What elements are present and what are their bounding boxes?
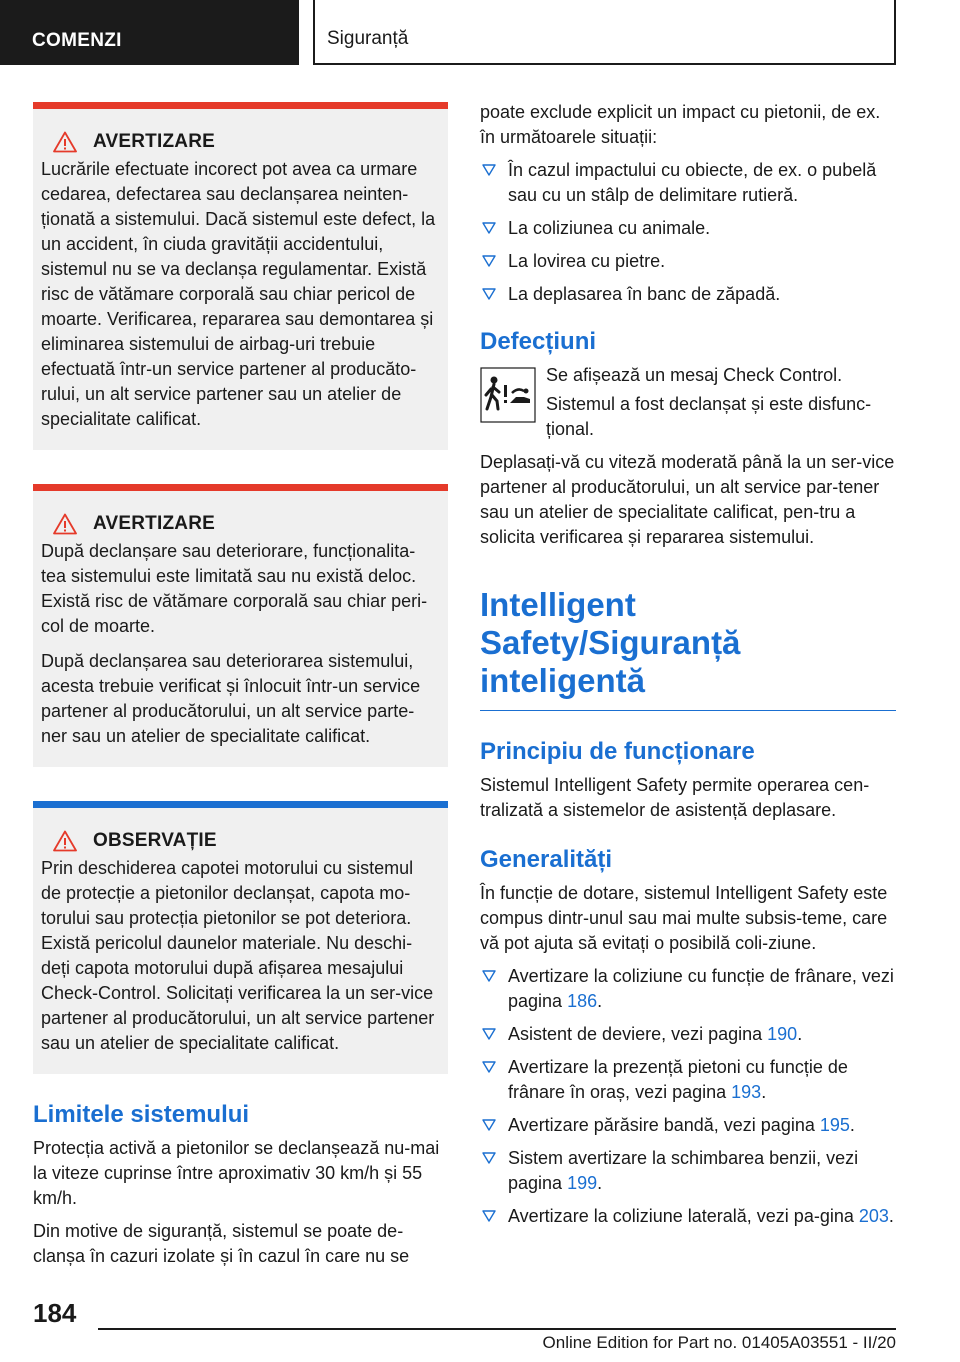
bullet-triangle-icon bbox=[482, 969, 496, 983]
notice-text: Prin deschiderea capotei motorului cu sistemul de protecție a pietonilor declanșat, capota mo-torului sau protecția pietonilor se pot deteriora. Există pericolul daunelor materiale. Nu deschi-deți capota motorului după afișarea mesajului Check-Control. Solicitați verificarea la un ser-vice partener al producătorului, un alt service partener sau un atelier de specialitate calificat. bbox=[41, 858, 435, 1053]
bullet-triangle-icon bbox=[482, 1209, 496, 1223]
bullet-triangle-icon bbox=[482, 1151, 496, 1165]
defects-heading: Defecțiuni bbox=[480, 328, 597, 355]
list-item: La coliziunea cu animale. bbox=[480, 216, 896, 241]
intelligent-safety-heading: Intelligent Safety/Siguranță inteligentă bbox=[480, 586, 896, 711]
left-column bbox=[33, 102, 448, 1269]
warning-triangle-icon bbox=[53, 513, 77, 535]
list-item: Avertizare la prezență pietoni cu funcție de frânare în oraș, vezi pagina 193. bbox=[480, 1055, 896, 1105]
page-link[interactable]: 203 bbox=[858, 1206, 889, 1226]
notice-title: OBSERVAȚIE bbox=[93, 830, 217, 851]
bullet-triangle-icon bbox=[482, 254, 496, 268]
warning-box-2 bbox=[33, 484, 448, 767]
pedestrian-protection-icon bbox=[480, 367, 536, 423]
bullet-triangle-icon bbox=[482, 287, 496, 301]
list-item: Asistent de deviere, vezi pagina 190. bbox=[480, 1022, 896, 1047]
limits-heading: Limitele sistemului bbox=[33, 1101, 250, 1128]
warning-triangle-icon bbox=[53, 131, 77, 153]
bullet-triangle-icon bbox=[482, 1027, 496, 1041]
page-number: 184 bbox=[33, 1298, 77, 1328]
page-link[interactable]: 186 bbox=[567, 991, 598, 1011]
warning-text: Lucrările efectuate incorect pot avea ca urmare cedarea, defectarea sau declanșarea neinten-ționată a sistemului. Dacă sistemul este defect, la un accident, în ciuda gravității accidentului, sistemul nu se va declanșa regulamentar. Există risc de vătămare corporală sau chiar pericol de moarte. Verificarea, repararea sau demontarea și eliminarea sistemului de airbag-uri trebuie efectuată într-un service partener al producăto-rului, un alt service partener sau un atelier de specialitate calificat. bbox=[41, 159, 436, 429]
list-item: Avertizare la coliziune cu funcție de frânare, vezi pagina 186. bbox=[480, 964, 896, 1014]
list-item: Avertizare la coliziune laterală, vezi pa-gina 203. bbox=[480, 1204, 896, 1229]
list-item: La deplasarea în banc de zăpadă. bbox=[480, 282, 896, 307]
list-item: Avertizare părăsire bandă, vezi pagina 195. bbox=[480, 1113, 896, 1138]
warning-text: După declanșarea sau deteriorarea sistemului, acesta trebuie verificat și înlocuit într-un service partener al producătorului, un alt service parte-ner sau un atelier de specialitate calificat. bbox=[41, 651, 421, 746]
check-control-message bbox=[480, 363, 896, 442]
bullet-triangle-icon bbox=[482, 163, 496, 177]
section-tab bbox=[0, 0, 299, 65]
footer-divider bbox=[98, 1328, 896, 1330]
limits-text: Protecția activă a pietonilor se declanșează nu-mai la viteze cuprinse între aproximativ 30 km/h și 55 km/h. bbox=[33, 1138, 440, 1208]
limits-text: Din motive de siguranță, sistemul se poate de-clanșa în cazuri izolate și în cazul în care nu se bbox=[33, 1221, 410, 1266]
bullet-triangle-icon bbox=[482, 221, 496, 235]
list-item: În cazul impactului cu obiecte, de ex. o pubelă sau cu un stâlp de delimitare rutieră. bbox=[480, 158, 896, 208]
warning-title: AVERTIZARE bbox=[93, 513, 215, 534]
warning-box-1 bbox=[33, 102, 448, 450]
list-item: Sistem avertizare la schimbarea benzii, vezi pagina 199. bbox=[480, 1146, 896, 1196]
page-link[interactable]: 193 bbox=[731, 1082, 762, 1102]
warning-triangle-icon bbox=[53, 830, 77, 852]
intro-text: poate exclude explicit un impact cu pietonii, de ex. în următoarele situații: bbox=[480, 102, 881, 147]
chapter-tab bbox=[313, 0, 896, 65]
situations-list bbox=[480, 158, 896, 307]
chapter-title: Siguranță bbox=[327, 28, 409, 49]
subsystems-list bbox=[480, 964, 896, 1229]
page-link[interactable]: 190 bbox=[767, 1024, 798, 1044]
right-column bbox=[480, 100, 896, 1229]
list-item: La lovirea cu pietre. bbox=[480, 249, 896, 274]
warning-text: După declanșare sau deteriorare, funcționalita-tea sistemului este limitată sau nu există deloc. Există risc de vătămare corporală sau chiar peri-col de moarte. bbox=[41, 541, 428, 636]
bullet-triangle-icon bbox=[482, 1060, 496, 1074]
warning-title: AVERTIZARE bbox=[93, 131, 215, 152]
notice-box bbox=[33, 801, 448, 1074]
defect-message: Se afișează un mesaj Check Control. bbox=[546, 365, 843, 385]
general-heading: Generalități bbox=[480, 846, 613, 873]
defects-text: Deplasați-vă cu viteză moderată până la un ser-vice partener al producătorului, un alt service par-tener sau un atelier de specialitate calificat, pen-tru a solicita verificarea și repararea sistemului. bbox=[480, 452, 895, 547]
page-link[interactable]: 195 bbox=[819, 1115, 850, 1135]
page-link[interactable]: 199 bbox=[567, 1173, 598, 1193]
bullet-triangle-icon bbox=[482, 1118, 496, 1132]
general-text: În funcție de dotare, sistemul Intelligent Safety este compus dintr-unul sau mai multe subsis-teme, care vă pot ajuta să evitați o posibilă coli-ziune. bbox=[480, 883, 888, 953]
section-title: COMENZI bbox=[32, 30, 122, 51]
edition-text: Online Edition for Part no. 01405A03551 - II/20 bbox=[542, 1333, 896, 1352]
defect-message: Sistemul a fost declanșat și este disfunc-țional. bbox=[546, 394, 872, 439]
principle-heading: Principiu de funcționare bbox=[480, 738, 755, 765]
principle-text: Sistemul Intelligent Safety permite operarea cen-tralizată a sistemelor de asistență deplasare. bbox=[480, 775, 870, 820]
